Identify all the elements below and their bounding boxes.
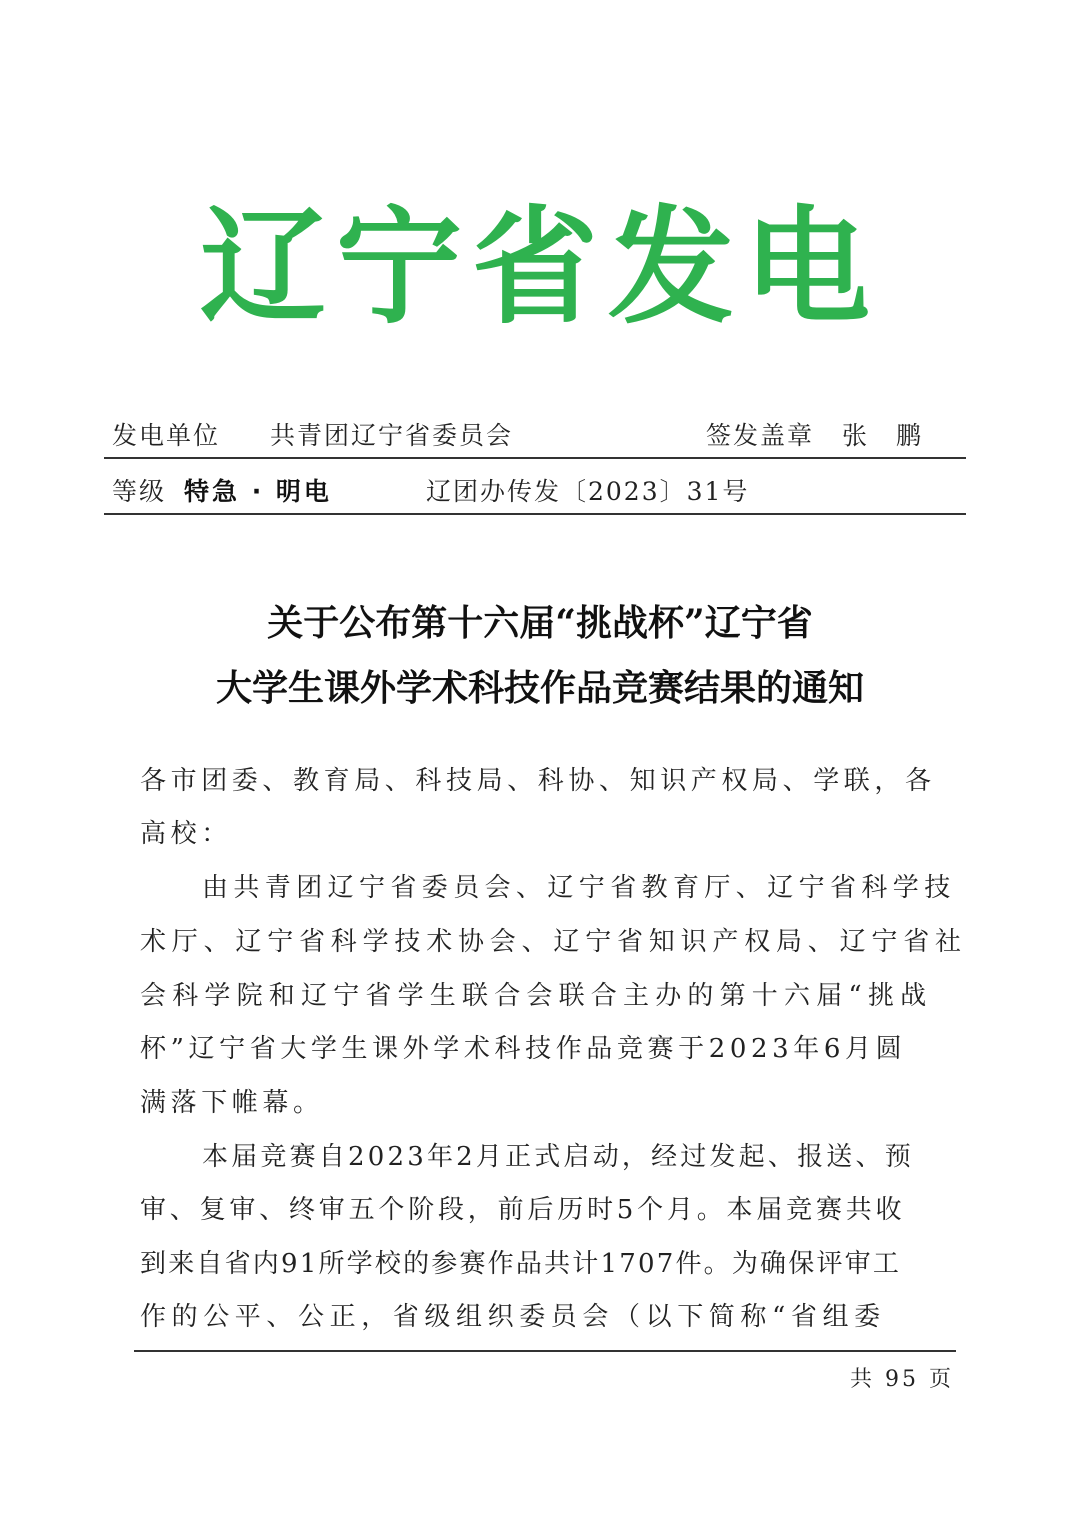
header-row-sender (104, 404, 966, 458)
level-label: 等级 (112, 477, 167, 506)
masthead-title: 辽宁省发电 (200, 194, 880, 341)
body-line: 各市团委、教育局、科技局、科协、知识产权局、学联，各 (140, 766, 936, 796)
body-line: 到来自省内91所学校的参赛作品共计1707件。为确保评审工 (140, 1249, 902, 1279)
body-line: 作的公平、公正，省级组织委员会（以下简称“省组委 (140, 1302, 886, 1332)
document-title-line1: 关于公布第十六届“挑战杯”辽宁省 (267, 602, 813, 644)
body-line: 由共青团辽宁省委员会、辽宁省教育厅、辽宁省科学技 (202, 873, 956, 903)
body-line: 会科学院和辽宁省学生联合会联合主办的第十六届“挑战 (140, 981, 933, 1011)
body-line: 审、复审、终审五个阶段，前后历时5个月。本届竞赛共收 (140, 1195, 906, 1225)
body-line: 杯”辽宁省大学生课外学术科技作品竞赛于2023年6月圆 (140, 1034, 907, 1064)
level-value: 特急 · 明电 (184, 477, 332, 506)
sender-value: 共青团辽宁省委员会 (270, 421, 514, 450)
body-line: 满落下帷幕。 (140, 1088, 324, 1118)
footer-divider (134, 1350, 956, 1352)
sender-label: 发电单位 (112, 421, 221, 450)
page-count: 共 95 页 (850, 1367, 954, 1392)
body-line: 高校： (140, 819, 232, 849)
header-divider-top (104, 457, 966, 459)
document-title-line2: 大学生课外学术科技作品竞赛结果的通知 (215, 667, 864, 709)
signer-label: 签发盖章 (706, 421, 815, 450)
header-divider-bottom (104, 513, 966, 515)
signer-value: 张 鹏 (842, 421, 924, 450)
body-line: 本届竞赛自2023年2月正式启动，经过发起、报送、预 (202, 1142, 914, 1172)
body-line: 术厅、辽宁省科学技术协会、辽宁省知识产权局、辽宁省社 (140, 927, 967, 957)
doc-number: 辽团办传发〔2023〕31号 (426, 477, 750, 506)
header-row-level (104, 460, 966, 514)
